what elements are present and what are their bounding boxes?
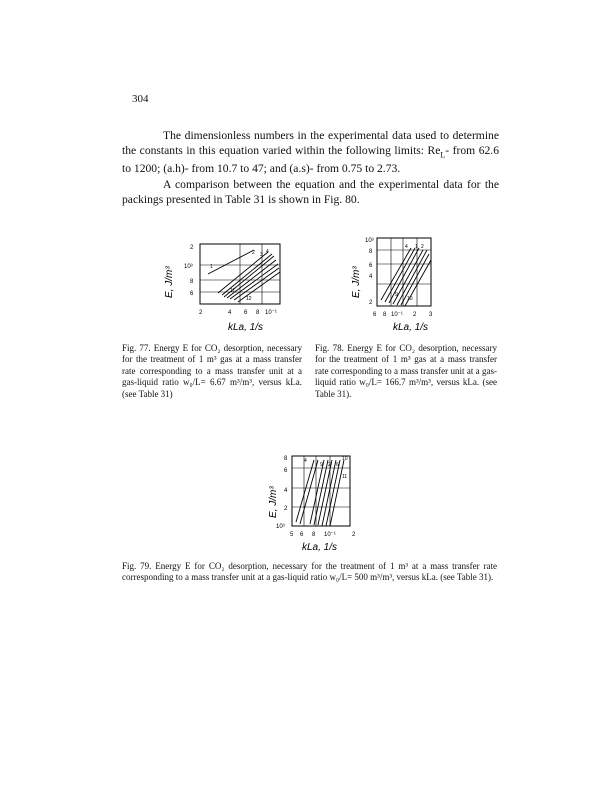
fig79-curve-label: 4 [304,458,307,464]
paragraph-2: A comparison between the equation and the experimental data for the packings presented in Table 31 is shown in Fig. 80. [122,178,499,206]
fig78-curve-label: 2 [421,244,424,250]
fig77-ytick: 6 [190,291,194,297]
fig78-curve-label: 9 [395,292,398,298]
fig78-ylabel: E, J/m³ [351,266,362,298]
fig79-curves [296,460,344,526]
fig77-xtick: 4 [228,310,232,316]
caption-fig-79: Fig. 79. Energy E for CO₂ desorption, necessary for the treatment of 1 m³ at a mass transfer rate corresponding to a mass transfer unit at a gas-liquid ratio w₀/L= 500 m³/m³, versus kLa. (see Table 31). [122,561,497,583]
caption-fig-78: Fig. 78. Energy E for CO₂ desorption, necessary for the treatment of 1 m³ gas at a mass transfer rate corresponding to a mass transfer unit at a gas-liquid ratio w₀/L= 166.7 m³/m³, versus kLa. (see Table 31). [315,343,497,399]
fig79-xtick: 2 [352,532,356,538]
fig77-curve-label: 4 [266,249,269,255]
fig79-xtick: 8 [312,532,316,538]
fig79-xtick: 6 [300,532,304,538]
fig79-ylabel: E, J/m³ [268,486,279,518]
fig78-curve [401,254,429,305]
fig78-curve [389,248,419,303]
figure-78 [345,228,465,340]
fig78-xtick: 3 [429,312,433,318]
fig79-ytick: 6 [284,468,288,474]
fig79-xtick: 10⁻¹ [324,532,336,538]
fig79-curve-label: 2 [328,462,331,468]
fig77-xlabel: kLa, 1/s [228,322,264,333]
fig78-ytick: 10³ [365,238,374,244]
paragraph-1-subscript: L [440,149,446,159]
fig78-curve [385,248,415,302]
fig78-xtick: 6 [373,312,377,318]
caption-fig-77: Fig. 77. Energy E for CO₂ desorption, necessary for the treatment of 1 m³ gas at a mass transfer rate corresponding to a mass transfer unit at a gas-liquid ratio w₀/L= 6.67 m³/m³, versus kLa. (see Table 31) [122,343,302,399]
fig78-ytick: 6 [369,263,373,269]
fig79-ytick: 8 [284,456,288,462]
fig77-curve-label: 2 [252,250,255,256]
fig78-curves [381,248,431,306]
fig78-xtick: 8 [383,312,387,318]
fig77-xtick: 2 [199,310,203,316]
fig79-ytick: 10³ [276,524,285,530]
fig77-curves [208,250,280,302]
fig79-curve-label: 11 [342,474,348,480]
paragraph-1-rest: - from 62.6 to 1200; (a.h)- from 10.7 to 47; and (a.s)- from 0.75 to 2.73. [122,143,499,176]
fig77-ytick: 8 [190,279,194,285]
fig77-curve [208,250,254,274]
fig78-curve-label: 1 [415,244,418,250]
fig79-ytick: 4 [284,488,288,494]
fig79-curve [310,460,324,524]
fig78-xtick: 2 [413,312,417,318]
fig79-curve-label: 9 [320,462,323,468]
fig77-xtick: 8 [256,310,260,316]
fig78-curve-label: 4 [405,244,408,250]
fig78-ytick: 2 [369,300,373,306]
fig77-ytick: 10³ [184,264,193,270]
fig78-xtick: 10⁻¹ [391,312,403,318]
fig77-xtick: 6 [244,310,248,316]
page-number: 304 [132,93,149,105]
fig79-curve-label: 6 [336,462,339,468]
fig79-curve [300,460,318,524]
fig78-curve-label: 10 [407,296,413,302]
fig79-xlabel: kLa, 1/s [302,542,338,553]
fig77-ytick: 2 [190,245,194,251]
fig79-xtick: 5 [290,532,294,538]
fig79-curve-label: 10 [342,456,348,462]
fig77-curve [234,268,279,300]
fig78-ytick: 4 [369,274,373,280]
fig79-curve [330,460,344,526]
fig78-xlabel: kLa, 1/s [393,322,429,333]
paragraph-1-text: The dimensionless numbers in the experimental data used to determine the constants in this equation varied within the following limits: Re [122,129,499,157]
fig77-curve-label: 3 [260,252,263,258]
fig77-xtick: 10⁻¹ [265,310,277,316]
fig79-curve [326,460,340,526]
figure-79 [262,452,382,562]
fig77-curve-label: 11 [230,288,236,294]
fig77-curve-label: 1 [210,264,213,270]
fig79-ytick: 2 [284,506,288,512]
figure-77 [152,238,300,338]
fig77-ylabel: E, J/m³ [164,266,175,298]
paragraph-1 [122,129,499,177]
fig78-ytick: 8 [369,249,373,255]
fig79-curve [322,460,336,526]
fig79-curve [296,460,314,522]
fig77-curve-label: 12 [246,296,252,302]
